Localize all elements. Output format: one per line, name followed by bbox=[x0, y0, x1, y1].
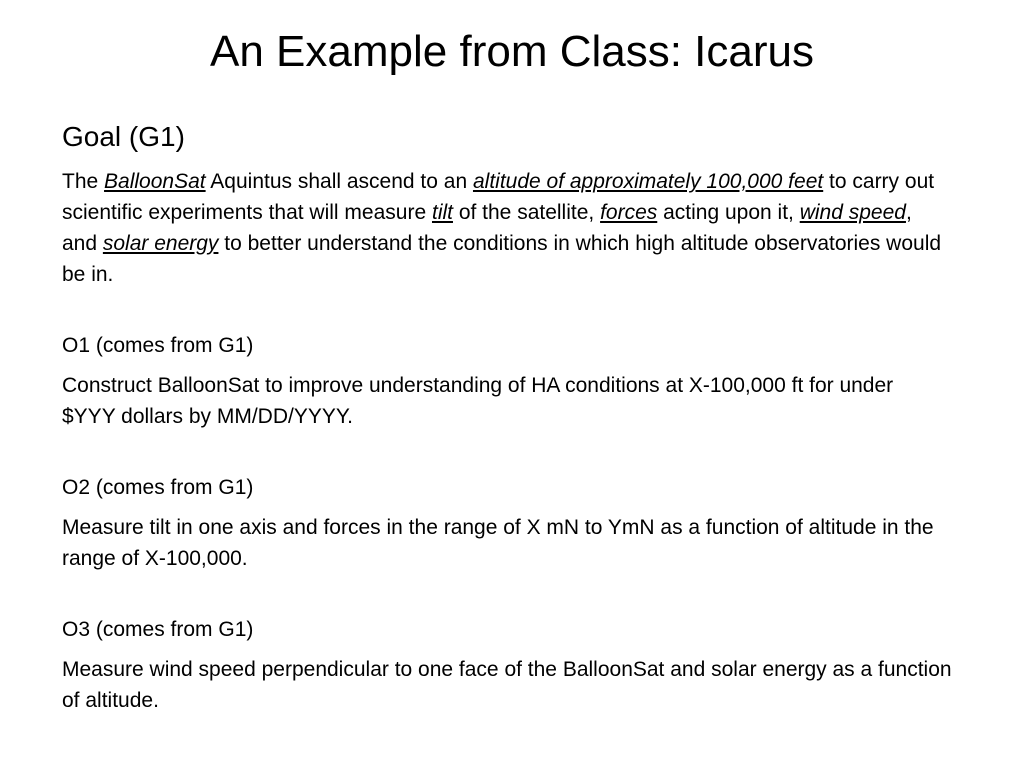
objective-heading-o1: O1 (comes from G1) bbox=[62, 334, 254, 357]
term-solar-energy: solar energy bbox=[102, 232, 219, 255]
term-balloonsat: BalloonSat bbox=[104, 170, 206, 193]
goal-text-part: acting upon it, bbox=[657, 201, 800, 224]
goal-text-part: to better understand the conditions in which high altitude observatories would be in. bbox=[62, 232, 942, 286]
spacer bbox=[62, 432, 952, 472]
goal-text-part: to carry out scientific experiments that will measure bbox=[62, 170, 935, 224]
spacer bbox=[62, 574, 952, 614]
goal-text-part: The bbox=[62, 170, 105, 193]
term-wind-speed: wind speed bbox=[799, 201, 906, 224]
goal-text-part: of the satellite, bbox=[452, 201, 601, 224]
spacer bbox=[62, 290, 952, 330]
term-altitude: altitude of approximately 100,000 feet bbox=[472, 170, 824, 193]
objective-text-o3: Measure wind speed perpendicular to one face of the BalloonSat and solar energy as a function of altitude. bbox=[62, 658, 952, 712]
objective-heading-o3: O3 (comes from G1) bbox=[62, 618, 254, 641]
slide-content bbox=[62, 120, 952, 716]
term-tilt: tilt bbox=[431, 201, 453, 224]
objective-text-o1: Construct BalloonSat to improve understanding of HA conditions at X-100,000 ft for under $YYY dollars by MM/DD/YYYY. bbox=[62, 374, 894, 428]
objective-heading-o2: O2 (comes from G1) bbox=[62, 476, 254, 499]
goal-text-part: , and bbox=[62, 201, 912, 255]
goal-text bbox=[62, 166, 952, 290]
goal-heading: Goal (G1) bbox=[62, 121, 185, 152]
term-forces: forces bbox=[600, 201, 658, 224]
goal-text-part: Aquintus shall ascend to an bbox=[205, 170, 473, 193]
slide-title: An Example from Class: Icarus bbox=[210, 27, 814, 76]
objective-text-o2: Measure tilt in one axis and forces in the range of X mN to YmN as a function of altitude in the range of X-100,000. bbox=[62, 516, 934, 570]
